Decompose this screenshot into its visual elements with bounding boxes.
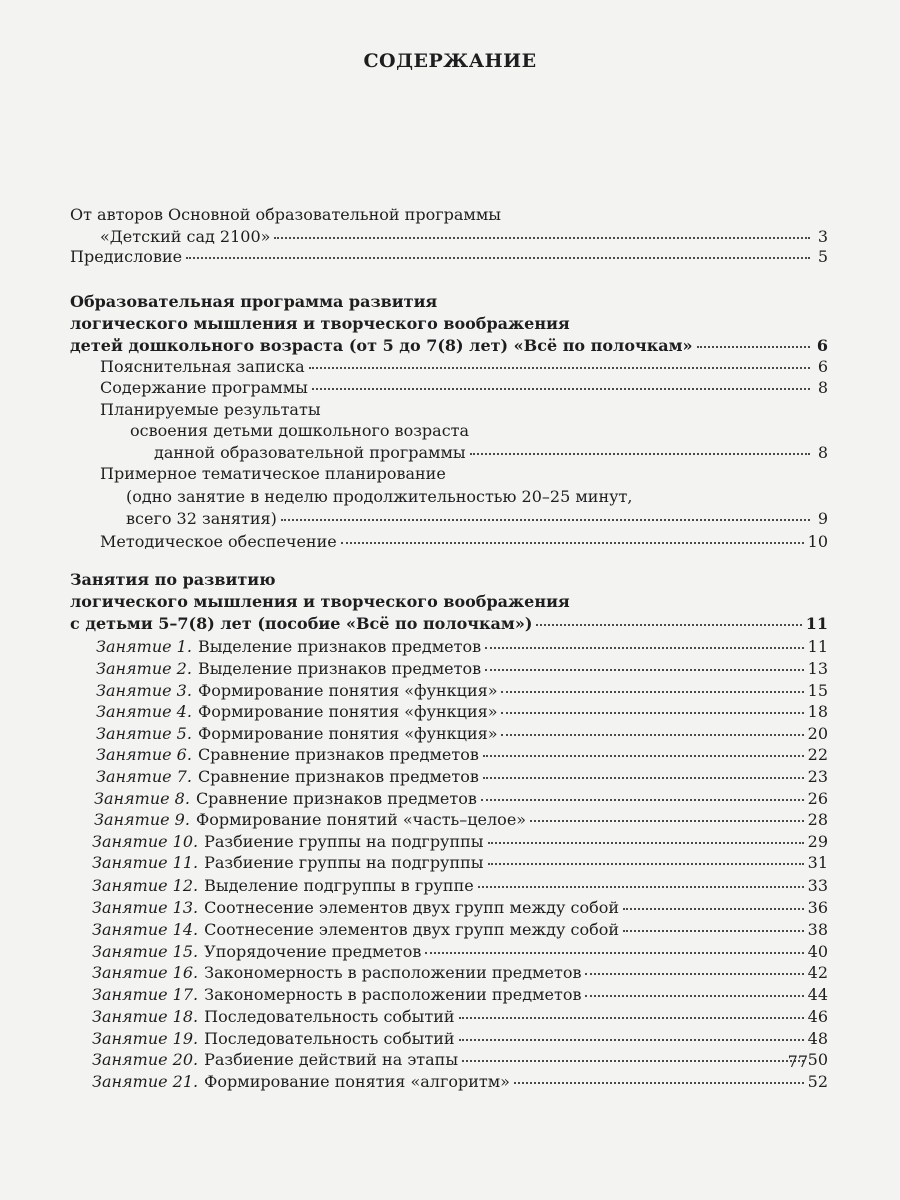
- entry-title: Сравнение признаков предметов: [195, 789, 477, 808]
- toc-entry-text: [96, 724, 497, 743]
- toc-entry: [70, 963, 828, 985]
- toc-entry-text: [92, 876, 474, 895]
- toc-entry-text: [70, 205, 501, 224]
- entry-title: Формирование понятия «функция»: [197, 702, 498, 721]
- entry-page-number: 50: [807, 1050, 828, 1069]
- toc-entry: [70, 767, 828, 789]
- toc-entry: [70, 702, 828, 724]
- entry-page-number: 9: [817, 509, 828, 528]
- dot-leader: [514, 1081, 804, 1084]
- dot-leader: [536, 623, 801, 626]
- entry-page-number: 48: [807, 1029, 828, 1048]
- toc-entry: [70, 853, 828, 875]
- toc-entry-text: [100, 357, 305, 376]
- lesson-label: Занятие 1.: [96, 637, 192, 656]
- toc-entry-text: [70, 592, 570, 611]
- lesson-label: Занятие 10.: [92, 832, 199, 851]
- toc-entry-text: [100, 464, 446, 483]
- entry-title: Разбиение группы на подгруппы: [204, 853, 484, 872]
- toc-entry-text: [70, 292, 437, 311]
- dot-leader: [481, 798, 804, 801]
- dot-leader: [483, 776, 804, 779]
- entry-title: Выделение признаков предметов: [197, 659, 482, 678]
- toc-entry: [70, 336, 828, 358]
- toc-entry: [70, 985, 828, 1007]
- entry-page-number: 11: [807, 637, 828, 656]
- entry-title: Методическое обеспечение: [100, 532, 337, 551]
- entry-title: всего 32 занятия): [126, 509, 277, 528]
- toc-entry-text: [92, 1007, 455, 1026]
- toc-entry: [70, 292, 828, 314]
- toc-entry-text: [96, 637, 481, 656]
- toc-entry-text: [96, 659, 481, 678]
- entry-title: Предисловие: [70, 247, 183, 266]
- dot-leader: [697, 345, 810, 348]
- lesson-label: Занятие 6.: [96, 745, 192, 764]
- toc-entry-text: [92, 942, 421, 961]
- entry-page-number: 46: [807, 1007, 828, 1026]
- toc-entry-text: [100, 227, 270, 246]
- entry-page-number: 6: [817, 357, 828, 376]
- dot-leader: [501, 690, 803, 693]
- dot-leader: [478, 885, 804, 888]
- toc-entry: [70, 443, 828, 465]
- dot-leader: [488, 862, 804, 865]
- entry-title: с детьми 5–7(8) лет (пособие «Всё по полочкам»): [70, 614, 533, 633]
- toc-entry-text: [96, 767, 479, 786]
- lesson-label: Занятие 19.: [92, 1029, 199, 1048]
- toc-entry-text: [94, 810, 526, 829]
- toc-entry-text: [154, 443, 466, 462]
- entry-title: От авторов Основной образовательной программы: [70, 205, 502, 224]
- toc-entry-text: [92, 853, 484, 872]
- dot-leader: [459, 1038, 804, 1041]
- toc-entry-text: [92, 1050, 458, 1069]
- entry-page-number: 10: [807, 532, 828, 551]
- lesson-label: Занятие 11.: [92, 853, 199, 872]
- toc-entry: [70, 942, 828, 964]
- dot-leader: [485, 668, 804, 671]
- toc-entry: [70, 898, 828, 920]
- dot-leader: [623, 907, 804, 910]
- entry-title: Формирование понятия «функция»: [197, 724, 498, 743]
- dot-leader: [186, 256, 810, 259]
- toc-entry-text: [100, 378, 308, 397]
- entry-title: Сравнение признаков предметов: [197, 767, 479, 786]
- toc-entry-text: [70, 570, 276, 589]
- page-number: 77: [787, 1052, 808, 1071]
- toc-entry: [70, 659, 828, 681]
- entry-title: Занятия по развитию: [70, 570, 276, 589]
- dot-leader: [312, 387, 810, 390]
- entry-title: Закономерность в расположении предметов: [204, 985, 582, 1004]
- toc-entry-text: [96, 702, 497, 721]
- entry-page-number: 15: [807, 681, 828, 700]
- lesson-label: Занятие 5.: [96, 724, 192, 743]
- lesson-label: Занятие 7.: [96, 767, 192, 786]
- lesson-label: Занятие 18.: [92, 1007, 199, 1026]
- toc-entry-text: [96, 745, 479, 764]
- dot-leader: [501, 733, 803, 736]
- dot-leader: [462, 1059, 804, 1062]
- lesson-label: Занятие 21.: [92, 1072, 199, 1091]
- toc-entry-text: [70, 314, 570, 333]
- toc-entry: [70, 745, 828, 767]
- toc-entry: [70, 378, 828, 400]
- toc-entry-text: [70, 336, 693, 355]
- toc-entry: [70, 314, 828, 336]
- lesson-label: Занятие 16.: [92, 963, 199, 982]
- toc-entry: [70, 487, 828, 509]
- dot-leader: [341, 541, 804, 544]
- entry-title: Упорядочение предметов: [204, 942, 422, 961]
- entry-page-number: 11: [805, 614, 828, 633]
- dot-leader: [485, 646, 804, 649]
- toc-entry: [70, 1007, 828, 1029]
- lesson-label: Занятие 20.: [92, 1050, 199, 1069]
- entry-title: логического мышления и творческого воображения: [70, 314, 570, 333]
- toc-entry: [70, 421, 828, 443]
- entry-page-number: 23: [807, 767, 828, 786]
- dot-leader: [530, 819, 804, 822]
- toc-entry: [70, 1072, 828, 1094]
- lesson-label: Занятие 15.: [92, 942, 199, 961]
- entry-title: Соотнесение элементов двух групп между собой: [204, 898, 620, 917]
- dot-leader: [585, 972, 803, 975]
- entry-title: Сравнение признаков предметов: [197, 745, 479, 764]
- toc-entry-text: [92, 963, 581, 982]
- dot-leader: [274, 236, 810, 239]
- dot-leader: [281, 518, 810, 521]
- toc-entry: [70, 920, 828, 942]
- entry-page-number: 36: [807, 898, 828, 917]
- toc-entry: [70, 724, 828, 746]
- lesson-label: Занятие 14.: [92, 920, 199, 939]
- lesson-label: Занятие 13.: [92, 898, 199, 917]
- toc-entry: [70, 464, 828, 486]
- entry-title: «Детский сад 2100»: [100, 227, 271, 246]
- entry-page-number: 52: [807, 1072, 828, 1091]
- dot-leader: [459, 1016, 804, 1019]
- toc-entry-text: [92, 1072, 510, 1091]
- toc-entry: [70, 876, 828, 898]
- entry-title: Формирование понятия «алгоритм»: [204, 1072, 510, 1091]
- entry-page-number: 8: [817, 378, 828, 397]
- lesson-label: Занятие 4.: [96, 702, 192, 721]
- lesson-label: Занятие 8.: [94, 789, 190, 808]
- entry-title: данной образовательной программы: [154, 443, 466, 462]
- entry-title: Содержание программы: [100, 378, 308, 397]
- dot-leader: [470, 452, 810, 455]
- entry-page-number: 22: [807, 745, 828, 764]
- toc-entry-text: [92, 985, 581, 1004]
- dot-leader: [425, 951, 803, 954]
- dot-leader: [585, 994, 803, 997]
- entry-title: освоения детьми дошкольного возраста: [130, 421, 470, 440]
- toc-entry-text: [100, 400, 321, 419]
- entry-title: Разбиение действий на этапы: [204, 1050, 459, 1069]
- toc-entry: [70, 570, 828, 592]
- entry-page-number: 26: [807, 789, 828, 808]
- entry-title: (одно занятие в неделю продолжительностью 20–25 минут,: [126, 487, 633, 506]
- toc-entry-text: [126, 509, 277, 528]
- entry-title: Выделение подгруппы в группе: [204, 876, 474, 895]
- lesson-label: Занятие 2.: [96, 659, 192, 678]
- entry-page-number: 28: [807, 810, 828, 829]
- entry-page-number: 20: [807, 724, 828, 743]
- dot-leader: [501, 711, 803, 714]
- entry-title: Формирование понятия «функция»: [197, 681, 498, 700]
- toc-entry-text: [96, 681, 497, 700]
- entry-page-number: 38: [807, 920, 828, 939]
- toc-entry-text: [92, 832, 484, 851]
- dot-leader: [623, 929, 804, 932]
- entry-page-number: 44: [807, 985, 828, 1004]
- entry-title: логического мышления и творческого воображения: [70, 592, 570, 611]
- entry-page-number: 5: [817, 247, 828, 266]
- toc-entry-text: [94, 789, 477, 808]
- entry-title: Соотнесение элементов двух групп между собой: [204, 920, 620, 939]
- lesson-label: Занятие 12.: [92, 876, 199, 895]
- entry-title: Планируемые результаты: [100, 400, 321, 419]
- entry-page-number: 29: [807, 832, 828, 851]
- lesson-label: Занятие 3.: [96, 681, 192, 700]
- entry-page-number: 18: [807, 702, 828, 721]
- entry-page-number: 8: [817, 443, 828, 462]
- toc-entry: [70, 532, 828, 554]
- toc-entry: [70, 614, 828, 636]
- toc-entry: [70, 1029, 828, 1051]
- dot-leader: [309, 366, 810, 369]
- toc-entry-text: [100, 532, 337, 551]
- entry-title: Формирование понятий «часть–целое»: [195, 810, 527, 829]
- entry-page-number: 33: [807, 876, 828, 895]
- entry-title: Последовательность событий: [204, 1029, 455, 1048]
- entry-title: Последовательность событий: [204, 1007, 455, 1026]
- toc-entry-text: [92, 898, 619, 917]
- toc-entry-text: [92, 920, 619, 939]
- toc-entry: [70, 789, 828, 811]
- toc-entry: [70, 832, 828, 854]
- toc-entry: [70, 400, 828, 422]
- toc-entry: [70, 681, 828, 703]
- toc-entry: [70, 592, 828, 614]
- toc-entry: [70, 1050, 828, 1072]
- toc-entry: [70, 357, 828, 379]
- lesson-label: Занятие 17.: [92, 985, 199, 1004]
- entry-title: Пояснительная записка: [100, 357, 305, 376]
- entry-title: Разбиение группы на подгруппы: [204, 832, 484, 851]
- toc-entry-text: [126, 487, 632, 506]
- entry-title: Закономерность в расположении предметов: [204, 963, 582, 982]
- page-title: СОДЕРЖАНИЕ: [363, 50, 537, 72]
- toc-entry-text: [70, 247, 182, 266]
- entry-title: детей дошкольного возраста (от 5 до 7(8) лет) «Всё по полочкам»: [70, 336, 693, 355]
- toc-entry: [70, 810, 828, 832]
- toc-entry: [70, 509, 828, 531]
- dot-leader: [483, 754, 804, 757]
- entry-page-number: 42: [807, 963, 828, 982]
- lesson-label: Занятие 9.: [94, 810, 190, 829]
- entry-page-number: 31: [807, 853, 828, 872]
- entry-title: Примерное тематическое планирование: [100, 464, 446, 483]
- toc-entry-text: [70, 614, 532, 633]
- entry-page-number: 3: [817, 227, 828, 246]
- entry-title: Образовательная программа развития: [70, 292, 438, 311]
- toc-entry: [70, 247, 828, 269]
- toc-entry: [70, 205, 828, 227]
- entry-page-number: 6: [816, 336, 828, 355]
- entry-page-number: 13: [807, 659, 828, 678]
- entry-title: Выделение признаков предметов: [197, 637, 482, 656]
- toc-entry-text: [92, 1029, 455, 1048]
- entry-page-number: 40: [807, 942, 828, 961]
- toc-entry: [70, 637, 828, 659]
- dot-leader: [488, 841, 804, 844]
- toc-entry: [70, 227, 828, 249]
- toc-entry-text: [130, 421, 469, 440]
